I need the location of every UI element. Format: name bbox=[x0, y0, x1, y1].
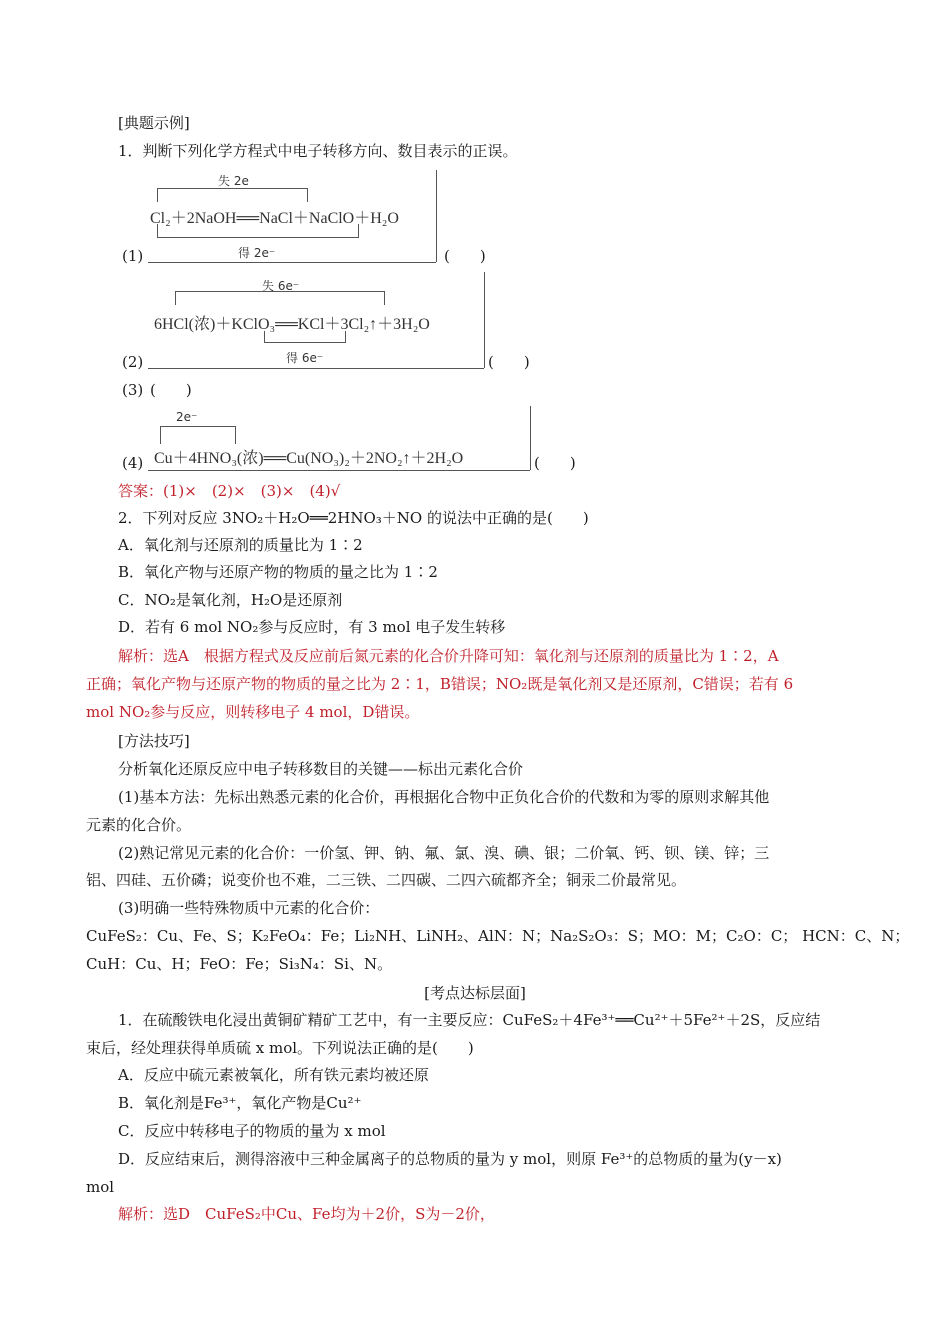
item-3-answer-paren: ( ) bbox=[150, 381, 192, 399]
q2-option-b: B．氧化产物与还原产物的物质的量之比为 1∶2 bbox=[118, 563, 438, 581]
practice-q1-line-2: 束后，经处理获得单质硫 x mol。下列说法正确的是( ) bbox=[86, 1039, 474, 1057]
diagram-border bbox=[436, 170, 437, 262]
practice-q1-line-1: 1．在硫酸铁电化浸出黄铜矿精矿工艺中，有一主要反应：CuFeS₂＋4Fe³⁺══Cu²⁺＋5Fe²⁺＋2S，反应结 bbox=[118, 1011, 821, 1029]
item-1-answer-paren: ( ) bbox=[444, 247, 486, 265]
q2-analysis-line-3: mol NO₂参与反应，则转移电子 4 mol，D错误。 bbox=[86, 703, 420, 721]
method-p1-line-1: (1)基本方法：先标出熟悉元素的化合价，再根据化合物中正负化合价的代数和为零的原则求解其他 bbox=[118, 788, 770, 806]
method-p3: (3)明确一些特殊物质中元素的化合价： bbox=[118, 899, 380, 917]
item-4-answer-paren: ( ) bbox=[534, 454, 576, 472]
diagram-baseline bbox=[148, 470, 530, 471]
diagram-baseline bbox=[148, 262, 436, 263]
practice-option-c: C．反应中转移电子的物质的量为 x mol bbox=[118, 1122, 386, 1140]
practice-analysis: 解析：选D CuFeS₂中Cu、Fe均为＋2价，S为－2价， bbox=[118, 1205, 495, 1223]
equation-1: Cl₂＋2NaOH══NaCl＋NaClO＋H₂O bbox=[150, 210, 399, 227]
equation-4: Cu＋4HNO₃(浓)══Cu(NO₃)₂＋2NO₂↑＋2H₂O bbox=[154, 450, 464, 467]
practice-option-b: B．氧化剂是Fe³⁺，氧化产物是Cu²⁺ bbox=[118, 1094, 362, 1112]
method-list-line-1: CuFeS₂：Cu、Fe、S；K₂FeO₄：Fe；Li₂NH、LiNH₂、AlN：N；Na₂S₂O₃：S；MO：M；C₂O：C； HCN：C、N； bbox=[86, 927, 910, 945]
item-4-label: (4) bbox=[122, 454, 144, 472]
question-1: 1．判断下列化学方程式中电子转移方向、数目表示的正误。 bbox=[118, 142, 518, 160]
method-intro: 分析氧化还原反应中电子转移数目的关键——标出元素化合价 bbox=[118, 760, 524, 778]
equation-2: 6HCl(浓)＋KClO₃══KCl＋3Cl₂↑＋3H₂O bbox=[154, 316, 430, 333]
diagram-border bbox=[530, 406, 531, 470]
transfer-arrow-bracket bbox=[160, 426, 236, 444]
gain-arrow-bracket bbox=[157, 224, 359, 238]
lose-arrow-bracket bbox=[157, 188, 308, 202]
answer-line: 答案：(1)× (2)× (3)× (4)√ bbox=[118, 482, 341, 500]
item-3-label: (3) bbox=[122, 381, 144, 399]
q2-option-c: C．NO₂是氧化剂，H₂O是还原剂 bbox=[118, 591, 343, 609]
gain-electron-label: 得 2e⁻ bbox=[238, 246, 276, 260]
q2-analysis-line-1: 解析：选A 根据方程式及反应前后氮元素的化合价升降可知：氧化剂与还原剂的质量比为 1∶2，A bbox=[118, 647, 779, 665]
item-1-label: (1) bbox=[122, 247, 144, 265]
practice-option-d: D．反应结束后，测得溶液中三种金属离子的总物质的量为 y mol，则原 Fe³⁺的总物质的量为(y－x) bbox=[118, 1150, 782, 1168]
method-p2-line-2: 铝、四硅、五价磷；说变价也不难，二三铁、二四碳、二四六硫都齐全；铜汞二价最常见。 bbox=[86, 871, 687, 889]
q2-analysis-line-2: 正确；氧化产物与还原产物的物质的量之比为 2∶1，B错误；NO₂既是氧化剂又是还原剂，C错误；若有 6 bbox=[86, 675, 794, 693]
method-p2-line-1: (2)熟记常见元素的化合价：一价氢、钾、钠、氟、氯、溴、碘、银；二价氧、钙、钡、镁、锌；三 bbox=[118, 844, 770, 862]
gain-arrow-bracket bbox=[264, 331, 346, 343]
method-list-line-2: CuH：Cu、H；FeO：Fe；Si₃N₄：Si、N。 bbox=[86, 955, 393, 973]
q2-option-a: A．氧化剂与还原剂的质量比为 1∶2 bbox=[118, 536, 363, 554]
q2-option-d: D．若有 6 mol NO₂参与反应时，有 3 mol 电子发生转移 bbox=[118, 618, 506, 636]
practice-option-a: A．反应中硫元素被氧化，所有铁元素均被还原 bbox=[118, 1066, 429, 1084]
practice-option-d-cont: mol bbox=[86, 1178, 115, 1196]
example-heading: [典题示例] bbox=[118, 114, 190, 132]
gain-electron-label: 得 6e⁻ bbox=[286, 351, 324, 365]
diagram-baseline bbox=[148, 368, 484, 369]
transfer-electron-label: 2e⁻ bbox=[176, 410, 198, 424]
item-2-label: (2) bbox=[122, 353, 144, 371]
question-2: 2．下列对反应 3NO₂＋H₂O══2HNO₃＋NO 的说法中正确的是( ) bbox=[118, 509, 589, 527]
item-2-answer-paren: ( ) bbox=[488, 353, 530, 371]
method-heading: [方法技巧] bbox=[118, 732, 190, 750]
lose-electron-label: 失 2e bbox=[218, 174, 249, 188]
diagram-border bbox=[484, 272, 485, 368]
method-p1-line-2: 元素的化合价。 bbox=[86, 816, 192, 834]
lose-electron-label: 失 6e⁻ bbox=[262, 279, 300, 293]
practice-heading: [考点达标层面] bbox=[424, 984, 526, 1002]
